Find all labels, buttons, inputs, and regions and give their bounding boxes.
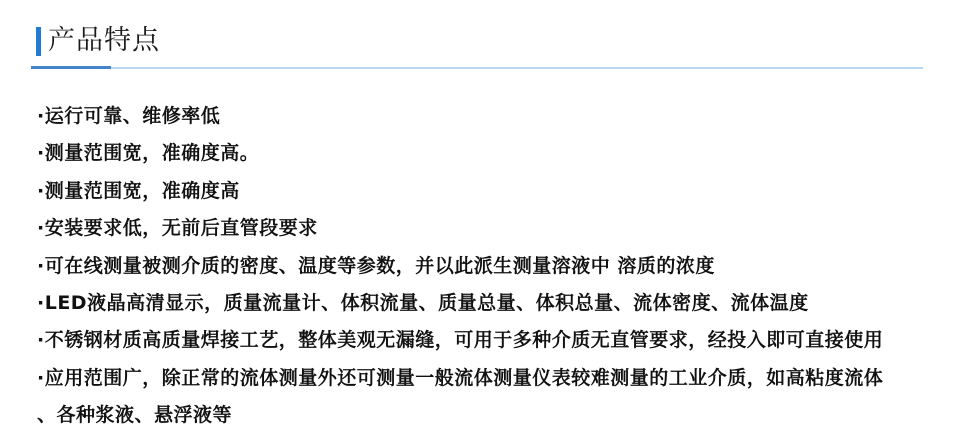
feature-line: ·应用范围广，除正常的流体测量外还可测量一般流体测量仪表较难测量的工业介质，如高粘度流体 bbox=[37, 366, 884, 389]
feature-line: ·运行可靠、维修率低 bbox=[37, 105, 221, 127]
feature-list bbox=[37, 98, 937, 435]
feature-line-continuation: 、各种浆液、悬浮液等 bbox=[37, 404, 233, 427]
page-title: 产品特点 bbox=[48, 25, 160, 56]
section-divider bbox=[31, 66, 923, 69]
title-accent-bar bbox=[36, 27, 41, 56]
feature-line: ·安装要求低，无前后直管段要求 bbox=[37, 217, 318, 240]
feature-line: ·可在线测量被测介质的密度、温度等参数，并以此派生测量溶液中 溶质的浓度 bbox=[37, 254, 715, 277]
feature-line: ·LED液晶高清显示，质量流量计、体积流量、质量总量、体积总量、流体密度、流体温度 bbox=[37, 292, 809, 315]
divider-light-segment bbox=[31, 67, 923, 69]
divider-accent-segment bbox=[31, 66, 111, 69]
feature-line: ·测量范围宽，准确度高。 bbox=[37, 142, 260, 165]
section-header bbox=[36, 24, 160, 58]
feature-line: ·不锈钢材质高质量焊接工艺，整体美观无漏缝，可用于多种介质无直管要求，经投入即可直接使用 bbox=[37, 329, 884, 352]
feature-line: ·测量范围宽，准确度高 bbox=[37, 179, 240, 202]
